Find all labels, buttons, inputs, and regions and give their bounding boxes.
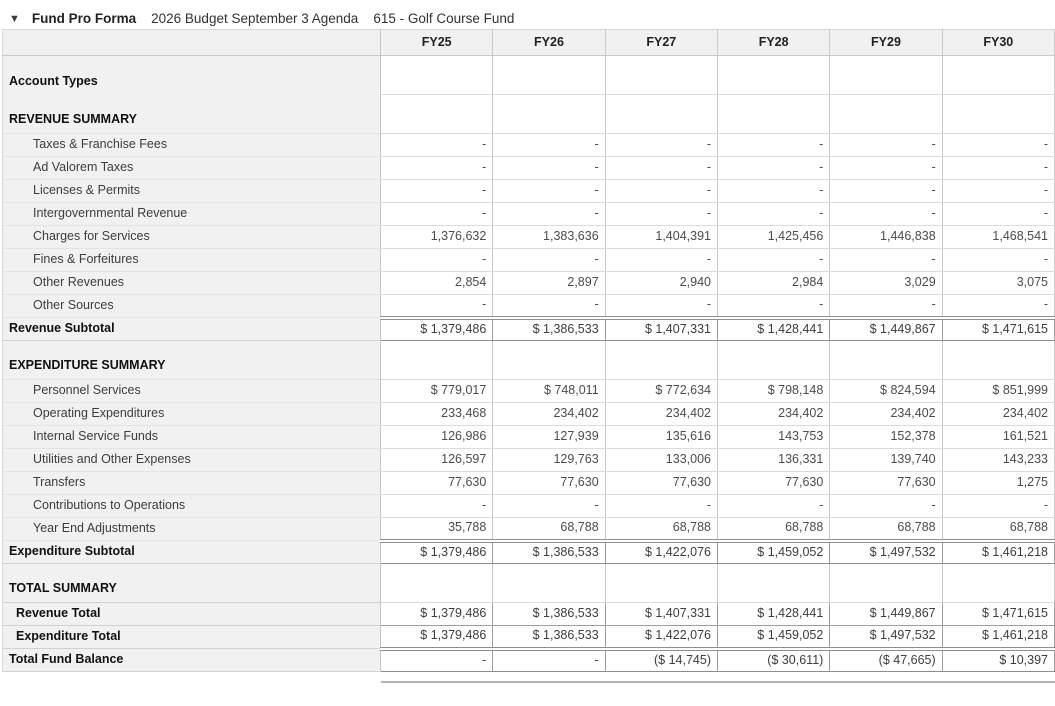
- cell-licenses-permits-fy27: -: [605, 180, 717, 203]
- cell-personnel-services-fy27: $ 772,634: [605, 380, 717, 403]
- cell-bottom-spacer-fy28: [717, 672, 829, 682]
- cell-personnel-services-fy28: $ 798,148: [717, 380, 829, 403]
- cell-licenses-permits-fy26: -: [493, 180, 605, 203]
- cell-expenditure-summary-fy27: [605, 341, 717, 380]
- cell-ad-valorem-taxes-fy30: -: [942, 157, 1054, 180]
- cell-expenditure-summary-fy26: [493, 341, 605, 380]
- cell-internal-service-funds-fy29: 152,378: [830, 426, 942, 449]
- table-row-total-fund-balance: [3, 649, 1055, 672]
- cell-revenue-subtotal-fy28: $ 1,428,441: [717, 318, 829, 341]
- cell-utilities-other-expenses-fy30: 143,233: [942, 449, 1054, 472]
- column-header-fy29: FY29: [830, 30, 942, 56]
- cell-utilities-other-expenses-fy28: 136,331: [717, 449, 829, 472]
- table-row-expenditure-total: [3, 626, 1055, 649]
- cell-expenditure-summary-fy29: [830, 341, 942, 380]
- cell-account-types-fy27: [605, 56, 717, 95]
- cell-revenue-total-fy28: $ 1,428,441: [717, 603, 829, 626]
- cell-account-types-fy25: [381, 56, 493, 95]
- row-label-expenditure-total: Expenditure Total: [3, 626, 381, 649]
- cell-revenue-total-fy30: $ 1,471,615: [942, 603, 1054, 626]
- column-header-fy25: FY25: [381, 30, 493, 56]
- cell-revenue-summary-fy27: [605, 95, 717, 134]
- cell-revenue-subtotal-fy30: $ 1,471,615: [942, 318, 1054, 341]
- cell-utilities-other-expenses-fy29: 139,740: [830, 449, 942, 472]
- cell-contributions-to-operations-fy28: -: [717, 495, 829, 518]
- column-header-fy30: FY30: [942, 30, 1054, 56]
- cell-revenue-summary-fy30: [942, 95, 1054, 134]
- row-label-revenue-summary: REVENUE SUMMARY: [3, 95, 381, 134]
- cell-revenue-subtotal-fy27: $ 1,407,331: [605, 318, 717, 341]
- cell-year-end-adjustments-fy26: 68,788: [493, 518, 605, 541]
- cell-transfers-fy30: 1,275: [942, 472, 1054, 495]
- cell-licenses-permits-fy25: -: [381, 180, 493, 203]
- row-label-transfers: Transfers: [3, 472, 381, 495]
- cell-operating-expenditures-fy25: 233,468: [381, 403, 493, 426]
- row-label-expenditure-subtotal: Expenditure Subtotal: [3, 541, 381, 564]
- cell-intergovernmental-revenue-fy27: -: [605, 203, 717, 226]
- table-row-utilities-other-expenses: [3, 449, 1055, 472]
- column-header-fy26: FY26: [493, 30, 605, 56]
- cell-taxes-franchise-fees-fy29: -: [830, 134, 942, 157]
- cell-fines-forfeitures-fy26: -: [493, 249, 605, 272]
- cell-expenditure-total-fy27: $ 1,422,076: [605, 626, 717, 649]
- cell-fines-forfeitures-fy30: -: [942, 249, 1054, 272]
- cell-total-summary-fy27: [605, 564, 717, 603]
- table-row-expenditure-subtotal: [3, 541, 1055, 564]
- cell-licenses-permits-fy28: -: [717, 180, 829, 203]
- column-header-fy27: FY27: [605, 30, 717, 56]
- cell-year-end-adjustments-fy30: 68,788: [942, 518, 1054, 541]
- cell-other-revenues-fy25: 2,854: [381, 272, 493, 295]
- cell-revenue-summary-fy28: [717, 95, 829, 134]
- row-label-year-end-adjustments: Year End Adjustments: [3, 518, 381, 541]
- cell-utilities-other-expenses-fy27: 133,006: [605, 449, 717, 472]
- cell-taxes-franchise-fees-fy26: -: [493, 134, 605, 157]
- row-label-fines-forfeitures: Fines & Forfeitures: [3, 249, 381, 272]
- cell-account-types-fy26: [493, 56, 605, 95]
- cell-charges-for-services-fy30: 1,468,541: [942, 226, 1054, 249]
- cell-account-types-fy28: [717, 56, 829, 95]
- report-title: Fund Pro Forma: [31, 11, 137, 26]
- cell-expenditure-total-fy25: $ 1,379,486: [381, 626, 493, 649]
- cell-total-fund-balance-fy27: ($ 14,745): [605, 649, 717, 672]
- cell-intergovernmental-revenue-fy25: -: [381, 203, 493, 226]
- table-row-operating-expenditures: [3, 403, 1055, 426]
- cell-other-sources-fy25: -: [381, 295, 493, 318]
- cell-total-fund-balance-fy28: ($ 30,611): [717, 649, 829, 672]
- cell-ad-valorem-taxes-fy29: -: [830, 157, 942, 180]
- cell-taxes-franchise-fees-fy28: -: [717, 134, 829, 157]
- table-row-contributions-to-operations: [3, 495, 1055, 518]
- cell-fines-forfeitures-fy27: -: [605, 249, 717, 272]
- cell-operating-expenditures-fy29: 234,402: [830, 403, 942, 426]
- cell-intergovernmental-revenue-fy30: -: [942, 203, 1054, 226]
- cell-operating-expenditures-fy28: 234,402: [717, 403, 829, 426]
- cell-total-fund-balance-fy30: $ 10,397: [942, 649, 1054, 672]
- cell-other-sources-fy30: -: [942, 295, 1054, 318]
- cell-bottom-spacer-fy26: [493, 672, 605, 682]
- cell-total-fund-balance-fy25: -: [381, 649, 493, 672]
- table-row-licenses-permits: [3, 180, 1055, 203]
- cell-expenditure-subtotal-fy29: $ 1,497,532: [830, 541, 942, 564]
- cell-intergovernmental-revenue-fy29: -: [830, 203, 942, 226]
- cell-utilities-other-expenses-fy26: 129,763: [493, 449, 605, 472]
- cell-contributions-to-operations-fy29: -: [830, 495, 942, 518]
- cell-expenditure-total-fy30: $ 1,461,218: [942, 626, 1054, 649]
- cell-other-sources-fy27: -: [605, 295, 717, 318]
- cell-year-end-adjustments-fy28: 68,788: [717, 518, 829, 541]
- row-label-other-revenues: Other Revenues: [3, 272, 381, 295]
- cell-charges-for-services-fy29: 1,446,838: [830, 226, 942, 249]
- cell-revenue-subtotal-fy25: $ 1,379,486: [381, 318, 493, 341]
- table-row-taxes-franchise-fees: [3, 134, 1055, 157]
- cell-utilities-other-expenses-fy25: 126,597: [381, 449, 493, 472]
- row-label-other-sources: Other Sources: [3, 295, 381, 318]
- cell-account-types-fy29: [830, 56, 942, 95]
- table-row-revenue-total: [3, 603, 1055, 626]
- cell-fines-forfeitures-fy29: -: [830, 249, 942, 272]
- cell-expenditure-subtotal-fy26: $ 1,386,533: [493, 541, 605, 564]
- cell-transfers-fy29: 77,630: [830, 472, 942, 495]
- fund-name-label: 615 - Golf Course Fund: [373, 11, 515, 26]
- collapse-arrow-icon[interactable]: ▼: [9, 13, 20, 25]
- cell-total-summary-fy29: [830, 564, 942, 603]
- cell-charges-for-services-fy28: 1,425,456: [717, 226, 829, 249]
- row-label-revenue-subtotal: Revenue Subtotal: [3, 318, 381, 341]
- cell-ad-valorem-taxes-fy26: -: [493, 157, 605, 180]
- cell-expenditure-subtotal-fy30: $ 1,461,218: [942, 541, 1054, 564]
- cell-intergovernmental-revenue-fy28: -: [717, 203, 829, 226]
- cell-revenue-total-fy25: $ 1,379,486: [381, 603, 493, 626]
- cell-intergovernmental-revenue-fy26: -: [493, 203, 605, 226]
- cell-other-sources-fy29: -: [830, 295, 942, 318]
- table-row-intergovernmental-revenue: [3, 203, 1055, 226]
- table-row-ad-valorem-taxes: [3, 157, 1055, 180]
- cell-revenue-total-fy26: $ 1,386,533: [493, 603, 605, 626]
- cell-personnel-services-fy26: $ 748,011: [493, 380, 605, 403]
- cell-internal-service-funds-fy30: 161,521: [942, 426, 1054, 449]
- budget-version-label: 2026 Budget September 3 Agenda: [151, 11, 359, 26]
- cell-expenditure-subtotal-fy25: $ 1,379,486: [381, 541, 493, 564]
- table-header-row: [3, 30, 1055, 56]
- table-row-internal-service-funds: [3, 426, 1055, 449]
- table-row-revenue-summary: [3, 95, 1055, 134]
- cell-charges-for-services-fy26: 1,383,636: [493, 226, 605, 249]
- cell-revenue-subtotal-fy29: $ 1,449,867: [830, 318, 942, 341]
- row-label-revenue-total: Revenue Total: [3, 603, 381, 626]
- cell-bottom-spacer-fy25: [381, 672, 493, 682]
- cell-other-sources-fy28: -: [717, 295, 829, 318]
- table-row-charges-for-services: [3, 226, 1055, 249]
- cell-revenue-total-fy29: $ 1,449,867: [830, 603, 942, 626]
- cell-total-fund-balance-fy29: ($ 47,665): [830, 649, 942, 672]
- cell-total-summary-fy30: [942, 564, 1054, 603]
- row-label-total-summary: TOTAL SUMMARY: [3, 564, 381, 603]
- cell-ad-valorem-taxes-fy28: -: [717, 157, 829, 180]
- row-label-intergovernmental-revenue: Intergovernmental Revenue: [3, 203, 381, 226]
- cell-expenditure-summary-fy28: [717, 341, 829, 380]
- cell-bottom-spacer-fy30: [942, 672, 1054, 682]
- table-row-account-types: [3, 56, 1055, 95]
- cell-total-summary-fy25: [381, 564, 493, 603]
- table-row-year-end-adjustments: [3, 518, 1055, 541]
- cell-operating-expenditures-fy27: 234,402: [605, 403, 717, 426]
- cell-ad-valorem-taxes-fy25: -: [381, 157, 493, 180]
- cell-operating-expenditures-fy26: 234,402: [493, 403, 605, 426]
- cell-year-end-adjustments-fy25: 35,788: [381, 518, 493, 541]
- cell-operating-expenditures-fy30: 234,402: [942, 403, 1054, 426]
- cell-contributions-to-operations-fy27: -: [605, 495, 717, 518]
- cell-revenue-total-fy27: $ 1,407,331: [605, 603, 717, 626]
- cell-internal-service-funds-fy28: 143,753: [717, 426, 829, 449]
- row-label-taxes-franchise-fees: Taxes & Franchise Fees: [3, 134, 381, 157]
- cell-charges-for-services-fy25: 1,376,632: [381, 226, 493, 249]
- cell-transfers-fy26: 77,630: [493, 472, 605, 495]
- row-label-internal-service-funds: Internal Service Funds: [3, 426, 381, 449]
- cell-account-types-fy30: [942, 56, 1054, 95]
- row-label-utilities-other-expenses: Utilities and Other Expenses: [3, 449, 381, 472]
- row-label-personnel-services: Personnel Services: [3, 380, 381, 403]
- table-row-transfers: [3, 472, 1055, 495]
- row-label-charges-for-services: Charges for Services: [3, 226, 381, 249]
- cell-other-revenues-fy30: 3,075: [942, 272, 1054, 295]
- cell-revenue-summary-fy26: [493, 95, 605, 134]
- cell-expenditure-subtotal-fy28: $ 1,459,052: [717, 541, 829, 564]
- cell-year-end-adjustments-fy29: 68,788: [830, 518, 942, 541]
- table-row-total-summary: [3, 564, 1055, 603]
- cell-revenue-summary-fy29: [830, 95, 942, 134]
- cell-revenue-summary-fy25: [381, 95, 493, 134]
- cell-personnel-services-fy29: $ 824,594: [830, 380, 942, 403]
- cell-year-end-adjustments-fy27: 68,788: [605, 518, 717, 541]
- cell-other-sources-fy26: -: [493, 295, 605, 318]
- cell-fines-forfeitures-fy25: -: [381, 249, 493, 272]
- cell-personnel-services-fy30: $ 851,999: [942, 380, 1054, 403]
- table-row-other-revenues: [3, 272, 1055, 295]
- cell-bottom-spacer-fy29: [830, 672, 942, 682]
- table-row-fines-forfeitures: [3, 249, 1055, 272]
- row-label-contributions-to-operations: Contributions to Operations: [3, 495, 381, 518]
- cell-transfers-fy25: 77,630: [381, 472, 493, 495]
- row-label-licenses-permits: Licenses & Permits: [3, 180, 381, 203]
- cell-total-summary-fy28: [717, 564, 829, 603]
- cell-bottom-spacer-fy27: [605, 672, 717, 682]
- report-header: [0, 0, 1055, 29]
- cell-other-revenues-fy29: 3,029: [830, 272, 942, 295]
- row-label-operating-expenditures: Operating Expenditures: [3, 403, 381, 426]
- fund-pro-forma-table: [2, 29, 1055, 683]
- row-label-total-fund-balance: Total Fund Balance: [3, 649, 381, 672]
- header-corner-cell: [3, 30, 381, 56]
- row-label-ad-valorem-taxes: Ad Valorem Taxes: [3, 157, 381, 180]
- table-row-other-sources: [3, 295, 1055, 318]
- table-row-expenditure-summary: [3, 341, 1055, 380]
- cell-expenditure-subtotal-fy27: $ 1,422,076: [605, 541, 717, 564]
- cell-personnel-services-fy25: $ 779,017: [381, 380, 493, 403]
- cell-taxes-franchise-fees-fy30: -: [942, 134, 1054, 157]
- column-header-fy28: FY28: [717, 30, 829, 56]
- table-row-personnel-services: [3, 380, 1055, 403]
- cell-licenses-permits-fy30: -: [942, 180, 1054, 203]
- cell-licenses-permits-fy29: -: [830, 180, 942, 203]
- cell-internal-service-funds-fy25: 126,986: [381, 426, 493, 449]
- cell-other-revenues-fy26: 2,897: [493, 272, 605, 295]
- cell-expenditure-total-fy29: $ 1,497,532: [830, 626, 942, 649]
- row-label-account-types: Account Types: [3, 56, 381, 95]
- cell-internal-service-funds-fy26: 127,939: [493, 426, 605, 449]
- cell-ad-valorem-taxes-fy27: -: [605, 157, 717, 180]
- row-label-expenditure-summary: EXPENDITURE SUMMARY: [3, 341, 381, 380]
- cell-contributions-to-operations-fy25: -: [381, 495, 493, 518]
- cell-revenue-subtotal-fy26: $ 1,386,533: [493, 318, 605, 341]
- cell-expenditure-total-fy28: $ 1,459,052: [717, 626, 829, 649]
- cell-taxes-franchise-fees-fy25: -: [381, 134, 493, 157]
- cell-contributions-to-operations-fy30: -: [942, 495, 1054, 518]
- cell-contributions-to-operations-fy26: -: [493, 495, 605, 518]
- cell-fines-forfeitures-fy28: -: [717, 249, 829, 272]
- cell-total-fund-balance-fy26: -: [493, 649, 605, 672]
- cell-transfers-fy28: 77,630: [717, 472, 829, 495]
- cell-other-revenues-fy28: 2,984: [717, 272, 829, 295]
- cell-expenditure-summary-fy25: [381, 341, 493, 380]
- cell-total-summary-fy26: [493, 564, 605, 603]
- cell-internal-service-funds-fy27: 135,616: [605, 426, 717, 449]
- cell-transfers-fy27: 77,630: [605, 472, 717, 495]
- row-label-bottom-spacer: [3, 672, 381, 682]
- cell-expenditure-total-fy26: $ 1,386,533: [493, 626, 605, 649]
- cell-charges-for-services-fy27: 1,404,391: [605, 226, 717, 249]
- cell-other-revenues-fy27: 2,940: [605, 272, 717, 295]
- table-row-bottom-spacer: [3, 672, 1055, 682]
- cell-expenditure-summary-fy30: [942, 341, 1054, 380]
- table-row-revenue-subtotal: [3, 318, 1055, 341]
- cell-taxes-franchise-fees-fy27: -: [605, 134, 717, 157]
